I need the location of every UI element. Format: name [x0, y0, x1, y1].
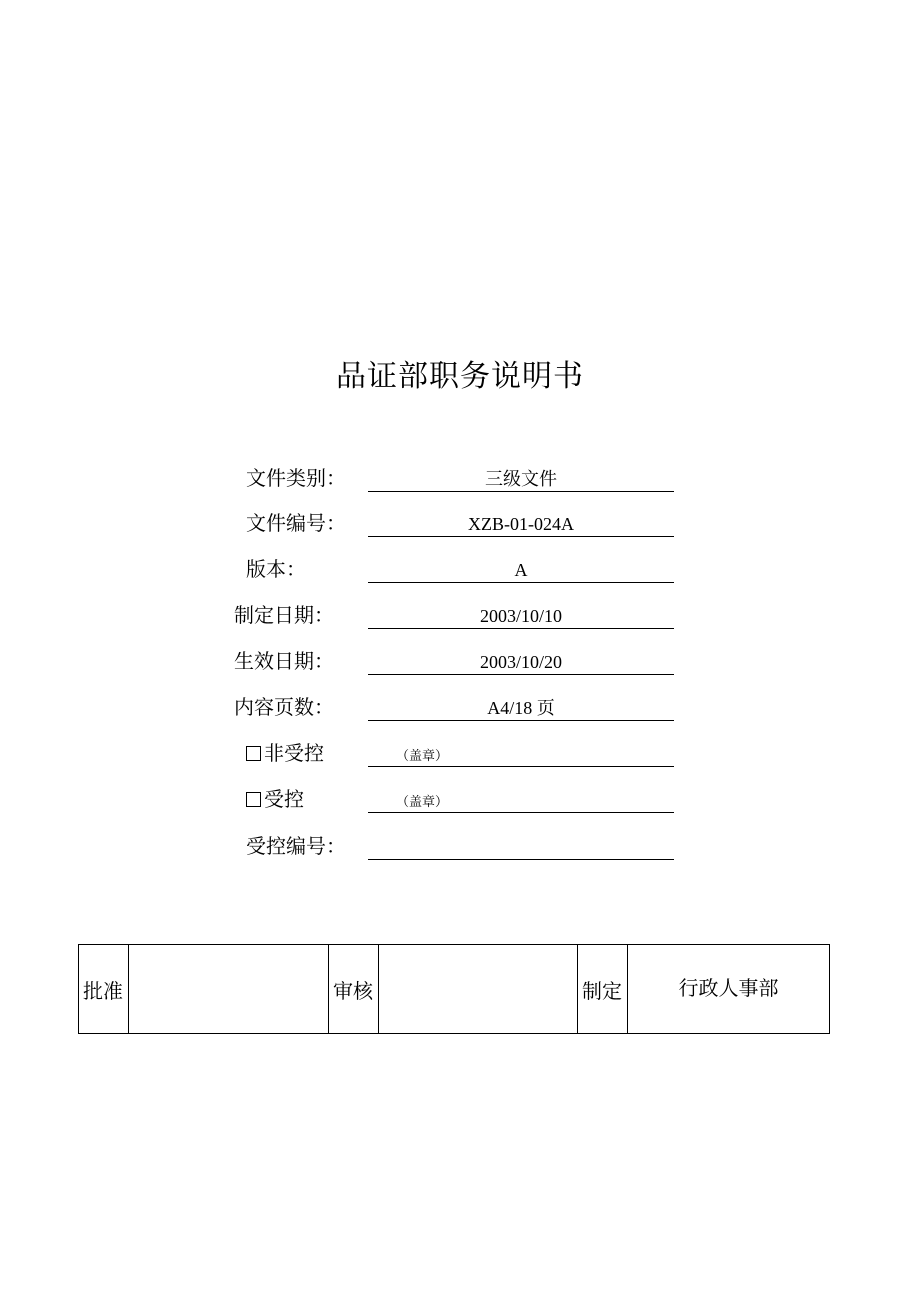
field-value: 三级文件 [485, 469, 557, 489]
field-label: 内容页数： [234, 695, 334, 719]
document-title: 品证部职务说明书 [336, 359, 584, 394]
prepare-cell: 行政人事部 [628, 945, 830, 1034]
field-value-line [368, 786, 674, 813]
field-label [246, 786, 304, 812]
field-label: 受控编号： [246, 834, 346, 858]
field-value-line [368, 740, 674, 767]
field-value-line [368, 833, 674, 860]
field-row-version [0, 556, 920, 596]
field-value-line [368, 602, 674, 629]
field-value: XZB-01-024A [468, 514, 574, 534]
field-row-control-number [0, 833, 920, 873]
field-value: 2003/10/10 [479, 606, 562, 626]
seal-note: （盖章） [396, 749, 449, 764]
field-row-file-number [0, 510, 920, 550]
field-row-created-date [0, 602, 920, 642]
field-label: 文件编号： [246, 511, 346, 535]
field-label [246, 740, 324, 766]
review-cell [379, 945, 578, 1034]
field-value-line [368, 556, 674, 583]
field-label: 生效日期： [234, 649, 334, 673]
field-value: A [514, 560, 528, 580]
field-row-uncontrolled [0, 740, 920, 780]
prepare-label: 制定 [578, 945, 628, 1034]
field-label: 文件类别： [246, 466, 346, 490]
uncontrolled-checkbox[interactable] [246, 746, 261, 761]
field-row-effective-date [0, 648, 920, 688]
field-value: A4/18 页 [487, 698, 555, 718]
seal-note: （盖章） [396, 795, 449, 810]
field-label: 版本： [246, 557, 306, 581]
field-row-controlled [0, 786, 920, 826]
review-label: 审核 [329, 945, 379, 1034]
field-row-page-count [0, 694, 920, 734]
field-label: 制定日期： [234, 603, 334, 627]
field-row-file-category [0, 465, 920, 505]
field-value: 2003/10/20 [479, 652, 562, 672]
field-value-line [368, 465, 674, 492]
checkbox-label: 受控 [264, 787, 304, 811]
approve-cell [129, 945, 329, 1034]
signoff-table [78, 944, 830, 1034]
approve-label: 批准 [79, 945, 129, 1034]
signoff-row [79, 945, 830, 1034]
field-value-line [368, 694, 674, 721]
field-value-line [368, 648, 674, 675]
field-value-line [368, 510, 674, 537]
controlled-checkbox[interactable] [246, 792, 261, 807]
checkbox-label: 非受控 [264, 741, 324, 765]
